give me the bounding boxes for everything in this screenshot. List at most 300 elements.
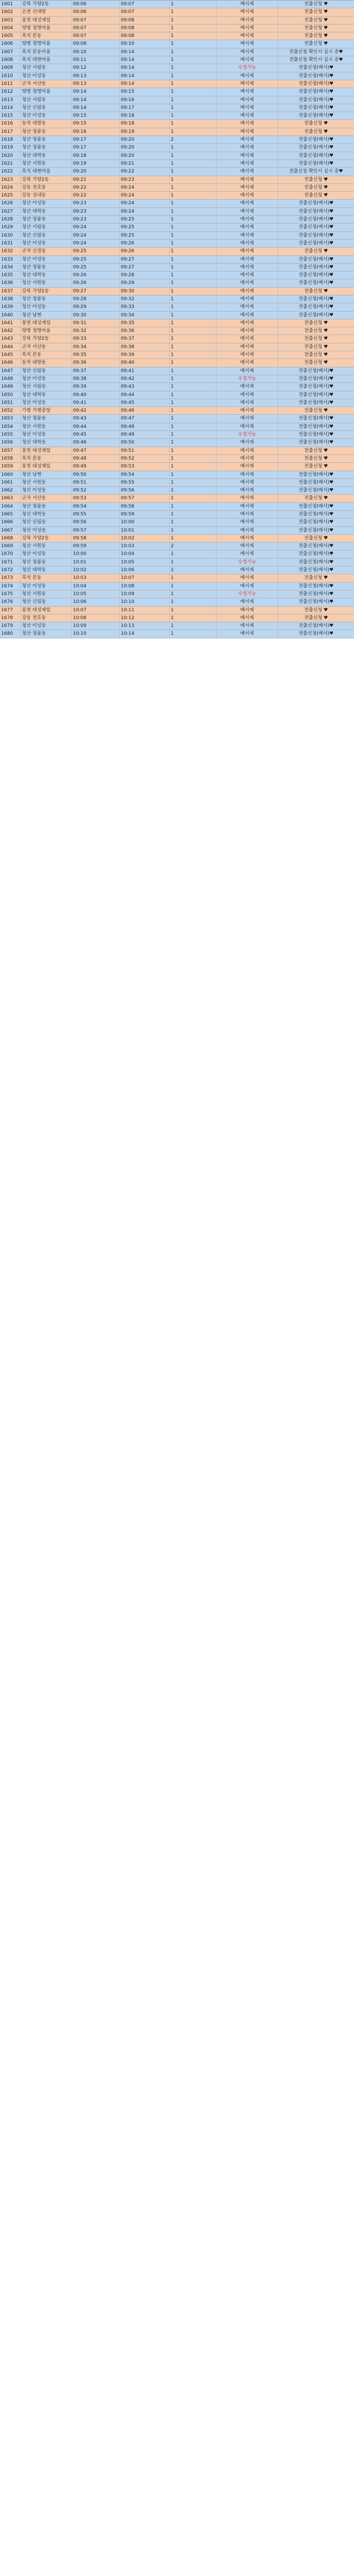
row-name: 흑석 본동 [21,455,72,462]
row-count: 1 [170,415,217,422]
row-number: 1641 [0,319,21,327]
row-result: 전출신청 ♥ [304,249,328,254]
table-row[interactable] [0,471,354,479]
row-status: 배서제 [217,176,278,183]
table-row[interactable] [0,32,354,40]
table-row[interactable] [0,152,354,160]
row-status: 배서제 [217,24,278,32]
table-row[interactable] [0,495,354,502]
row-name: 강북 가양2동 [21,335,72,342]
row-count: 1 [170,200,217,207]
row-status: 배서제 [217,1,278,8]
row-status: 배서제 [217,144,278,151]
table-row[interactable] [0,630,354,638]
table-row[interactable] [0,391,354,399]
row-number: 1680 [0,630,21,637]
row-result: 전출신청 ♥ [304,25,328,31]
row-time-end: 09:51 [120,447,170,454]
row-status: 배서제 [217,383,278,390]
row-result: 전출신청 ♥ [304,408,328,414]
row-result: 전출신청 ♥ [304,448,328,453]
table-row[interactable] [0,224,354,231]
table-row[interactable] [0,383,354,391]
row-time-end: 09:24 [120,184,170,191]
row-status: 배서제 [217,359,278,366]
row-count: 1 [170,399,217,406]
row-time-end: 09:43 [120,383,170,390]
row-result: 전출신청(배서)♥ [298,256,334,262]
row-number: 1621 [0,160,21,167]
row-number: 1655 [0,431,21,438]
row-name: 흑석 대현마을 [21,168,72,175]
row-time-start: 09:07 [72,17,120,24]
table-row[interactable] [0,519,354,526]
table-row[interactable] [0,503,354,511]
row-count: 1 [170,48,217,56]
row-time-start: 10:08 [72,614,120,622]
row-time-start: 09:48 [72,455,120,462]
row-count: 1 [170,303,217,311]
row-result: 전출신청(배서)♥ [298,512,334,517]
row-result: 전출신청(배서)♥ [298,240,334,246]
table-row[interactable] [0,479,354,487]
row-name: 청산 청룡동 [21,295,72,303]
table-row[interactable] [0,367,354,375]
row-time-start: 09:47 [72,447,120,454]
row-number: 1658 [0,455,21,462]
row-result: 전출신청 ♥ [304,336,328,342]
table-row[interactable] [0,431,354,439]
row-time-end: 10:10 [120,598,170,606]
row-result: 전출신청 ♥ [304,320,328,326]
row-status: 배서제 [217,40,278,47]
row-number: 1679 [0,622,21,630]
table-row[interactable] [0,160,354,168]
row-time-end: 09:08 [120,24,170,32]
row-time-start: 09:29 [72,303,120,311]
table-row[interactable] [0,351,354,359]
row-result: 전출신청(배서)♥ [298,304,334,310]
row-name: 강북 가양2동 [21,288,72,295]
row-time-start: 09:35 [72,351,120,359]
row-number: 1666 [0,519,21,526]
row-name: 청산 대학동 [21,566,72,574]
row-number: 1622 [0,168,21,175]
table-row[interactable] [0,112,354,120]
row-number: 1617 [0,128,21,135]
row-name: 청산 신림동 [21,519,72,526]
row-number: 1627 [0,208,21,215]
row-count: 1 [170,240,217,247]
row-status: 배서제 [217,583,278,590]
row-status: 배서제 [217,17,278,24]
row-number: 1631 [0,240,21,247]
row-result: 전출신청(배서)♥ [298,145,334,151]
row-result: 전출신청(배서)♥ [298,599,334,605]
table-row[interactable] [0,200,354,207]
table-row[interactable] [0,104,354,112]
table-row[interactable] [0,192,354,200]
row-time-end: 09:39 [120,351,170,359]
row-time-start: 09:39 [72,383,120,390]
row-status: 배서제 [217,128,278,135]
row-count: 1 [170,375,217,383]
row-count: 1 [170,1,217,8]
row-count: 1 [170,17,217,24]
row-time-start: 09:53 [72,495,120,502]
row-result: 전출신청 ♥ [304,33,328,39]
row-count: 1 [170,343,217,351]
row-name: 강북 가양2동 [21,176,72,183]
row-number: 1668 [0,535,21,542]
row-status: 배서제 [217,335,278,342]
row-result: 전출신청(배서)♥ [298,81,334,87]
row-status: 배서제 [217,527,278,534]
row-status: 배서제 [217,200,278,207]
row-count: 1 [170,152,217,159]
row-count: 1 [170,160,217,167]
row-time-start: 09:31 [72,319,120,327]
row-number: 1632 [0,248,21,255]
row-time-start: 10:04 [72,583,120,590]
table-row[interactable] [0,327,354,335]
row-time-start: 09:13 [72,72,120,80]
row-result: 전출신청(배서)♥ [298,551,334,557]
row-count: 1 [170,535,217,542]
row-number: 1678 [0,614,21,622]
row-time-start: 09:28 [72,295,120,303]
row-status: 배서제 [217,295,278,303]
row-time-end: 09:21 [120,160,170,167]
row-status: 수정가능 [217,375,278,383]
row-time-end: 09:47 [120,415,170,422]
row-time-end: 10:08 [120,583,170,590]
row-name: 양평 청명마을 [21,88,72,95]
table-row[interactable] [0,622,354,630]
row-result: 전출신청(배서)♥ [298,113,334,119]
row-time-end: 09:54 [120,471,170,478]
row-status: 배서제 [217,319,278,327]
spreadsheet [0,0,354,638]
table-row[interactable] [0,176,354,184]
row-time-start: 09:38 [72,375,120,383]
table-row[interactable] [0,48,354,56]
row-time-start: 09:13 [72,80,120,88]
row-count: 1 [170,471,217,478]
row-result: 전출신청 ♥ [304,2,328,7]
table-row[interactable] [0,184,354,192]
table-row[interactable] [0,607,354,614]
row-count: 1 [170,487,217,494]
row-time-start: 09:58 [72,535,120,542]
row-time-end: 09:56 [120,487,170,494]
table-row[interactable] [0,248,354,255]
row-number: 1626 [0,200,21,207]
row-status: 배서제 [217,96,278,104]
row-time-start: 09:36 [72,359,120,366]
table-row[interactable] [0,208,354,216]
row-time-end: 09:14 [120,64,170,71]
row-status: 배서제 [217,343,278,351]
row-time-end: 09:10 [120,40,170,47]
row-time-start: 09:59 [72,543,120,550]
row-status: 배서제 [217,80,278,88]
row-number: 1609 [0,64,21,71]
row-time-end: 09:23 [120,176,170,183]
row-number: 1660 [0,471,21,478]
row-count: 1 [170,335,217,342]
row-result: 전출신청(배서)♥ [298,472,334,477]
table-row[interactable] [0,128,354,136]
row-status: 배서제 [217,279,278,287]
row-count: 1 [170,72,217,80]
table-row[interactable] [0,144,354,152]
table-row[interactable] [0,24,354,32]
table-row[interactable] [0,279,354,287]
row-number: 1638 [0,295,21,303]
row-name: 청산 미성동 [21,112,72,119]
row-result: 전출신청(배서)♥ [298,376,334,381]
row-name: 청산 서림동 [21,224,72,231]
table-row[interactable] [0,168,354,176]
table-row[interactable] [0,399,354,407]
row-result: 전출신청(배서)♥ [298,368,334,374]
row-name: 청산 청룡동 [21,144,72,151]
row-count: 1 [170,479,217,486]
table-row[interactable] [0,40,354,48]
row-result: 전출신청(배서)♥ [298,479,334,485]
table-row[interactable] [0,88,354,96]
row-status: 배서제 [217,367,278,375]
row-result: 전출신청 ♥ [304,344,328,350]
table-row[interactable] [0,375,354,383]
row-name: 청산 대학동 [21,511,72,518]
row-count: 1 [170,614,217,622]
row-number: 1661 [0,479,21,486]
table-row[interactable] [0,96,354,104]
table-row[interactable] [0,574,354,582]
table-row[interactable] [0,527,354,535]
row-status: 배서제 [217,471,278,478]
row-time-end: 10:11 [120,607,170,614]
row-count: 1 [170,423,217,430]
row-name: 청산 대학동 [21,272,72,279]
row-count: 1 [170,24,217,32]
table-row[interactable] [0,463,354,471]
row-number: 1643 [0,335,21,342]
row-status: 배서제 [217,136,278,143]
row-status: 배서제 [217,120,278,127]
row-number: 1623 [0,176,21,183]
table-row[interactable] [0,590,354,598]
table-row[interactable] [0,72,354,80]
row-time-start: 09:20 [72,168,120,175]
table-row[interactable] [0,439,354,447]
row-result: 전출신청(배서)♥ [298,296,334,302]
row-count: 1 [170,216,217,223]
row-number: 1649 [0,383,21,390]
row-time-end: 09:37 [120,335,170,342]
table-row[interactable] [0,240,354,248]
table-row[interactable] [0,550,354,558]
table-row[interactable] [0,56,354,64]
row-time-start: 09:34 [72,343,120,351]
row-result: 전출신청 ♥ [304,129,328,134]
table-row[interactable] [0,288,354,295]
row-time-end: 09:33 [120,303,170,311]
row-number: 1619 [0,144,21,151]
row-time-end: 09:50 [120,439,170,446]
table-row[interactable] [0,8,354,16]
row-result: 전출신청 ♥ [304,41,328,47]
row-time-end: 09:36 [120,327,170,335]
table-row[interactable] [0,80,354,88]
row-number: 1648 [0,375,21,383]
table-row[interactable] [0,487,354,495]
table-row[interactable] [0,272,354,279]
row-count: 1 [170,256,217,263]
row-time-start: 09:55 [72,511,120,518]
row-count: 1 [170,455,217,462]
row-time-end: 09:45 [120,399,170,406]
table-row[interactable] [0,216,354,224]
table-row[interactable] [0,559,354,566]
row-name: 흑석 본동 [21,351,72,359]
row-name: 군자 서산동 [21,495,72,502]
row-time-start: 09:14 [72,88,120,95]
table-row[interactable] [0,1,354,8]
table-row[interactable] [0,319,354,327]
row-result: 전출신청(배서)♥ [298,392,334,398]
row-result: 전출신청(배서)♥ [298,591,334,597]
row-time-start: 09:10 [72,48,120,56]
row-status: 배서제 [217,574,278,582]
row-time-start: 09:24 [72,224,120,231]
row-count: 1 [170,295,217,303]
row-result: 전출신청(배서)♥ [298,544,334,549]
table-row[interactable] [0,343,354,351]
row-number: 1618 [0,136,21,143]
table-row[interactable] [0,543,354,550]
row-time-start: 09:12 [72,64,120,71]
row-count: 1 [170,559,217,566]
row-name: 청산 청룡동 [21,216,72,223]
table-row[interactable] [0,136,354,144]
row-time-end: 09:30 [120,288,170,295]
row-count: 1 [170,463,217,470]
row-time-end: 09:14 [120,80,170,88]
row-number: 1635 [0,272,21,279]
table-row[interactable] [0,256,354,264]
row-time-end: 09:18 [120,112,170,119]
row-result: 전출신청 ♥ [304,455,328,461]
row-name: 청산 대학동 [21,208,72,215]
row-status: 배서제 [217,264,278,271]
row-time-start: 10:10 [72,630,120,637]
row-name: 흑석 본동 [21,574,72,582]
row-status: 배서제 [217,407,278,414]
table-row[interactable] [0,535,354,543]
row-name: 양평 청명마을 [21,40,72,47]
row-time-start: 09:37 [72,367,120,375]
row-time-start: 09:26 [72,272,120,279]
row-name: 강동 성내동 [21,192,72,199]
table-row[interactable] [0,64,354,72]
row-status: 배서제 [217,112,278,119]
row-number: 1647 [0,367,21,375]
row-result: 전출신청(배서)♥ [298,559,334,565]
table-row[interactable] [0,232,354,240]
table-row[interactable] [0,264,354,272]
table-row[interactable] [0,17,354,24]
row-time-end: 09:26 [120,240,170,247]
table-row[interactable] [0,423,354,431]
table-row[interactable] [0,566,354,574]
row-number: 1629 [0,224,21,231]
row-time-start: 09:43 [72,415,120,422]
row-time-start: 09:30 [72,312,120,319]
row-status: 수정가능 [217,64,278,71]
row-count: 1 [170,598,217,606]
row-name: 봉천 대성제일 [21,319,72,327]
row-name: 은천 신대방 [21,8,72,16]
row-status: 배서제 [217,232,278,239]
table-row[interactable] [0,455,354,463]
row-time-start: 09:11 [72,56,120,64]
row-result: 전출신청(배서)♥ [298,488,334,494]
table-row[interactable] [0,447,354,455]
table-row[interactable] [0,312,354,319]
row-time-end: 09:07 [120,1,170,8]
row-number: 1662 [0,487,21,494]
table-row[interactable] [0,415,354,423]
row-count: 1 [170,40,217,47]
row-name: 청산 서원동 [21,279,72,287]
row-time-end: 10:01 [120,527,170,534]
row-result: 전출신청(배서)♥ [298,201,334,206]
table-row[interactable] [0,295,354,303]
row-count: 1 [170,32,217,40]
row-number: 1659 [0,463,21,470]
row-number: 1616 [0,120,21,127]
table-row[interactable] [0,120,354,128]
table-row[interactable] [0,511,354,519]
row-count: 1 [170,351,217,359]
row-name: 청산 대학동 [21,152,72,159]
row-name: 청산 대학동 [21,439,72,446]
table-row[interactable] [0,598,354,606]
row-status: 수정가능 [217,431,278,438]
table-row[interactable] [0,359,354,367]
row-time-end: 09:35 [120,319,170,327]
row-result: 전출신청(배서)♥ [298,161,334,166]
table-row[interactable] [0,407,354,415]
row-name: 청산 신림동 [21,104,72,112]
row-number: 1615 [0,112,21,119]
row-time-end: 09:24 [120,208,170,215]
table-row[interactable] [0,303,354,311]
table-row[interactable] [0,583,354,590]
table-row[interactable] [0,335,354,343]
row-name: 군자 신정동 [21,248,72,255]
row-status: 배서제 [217,622,278,630]
row-name: 군자 서산동 [21,343,72,351]
row-status: 배서제 [217,423,278,430]
table-row[interactable] [0,614,354,622]
row-time-end: 09:53 [120,463,170,470]
row-count: 1 [170,527,217,534]
row-status: 배서제 [217,607,278,614]
